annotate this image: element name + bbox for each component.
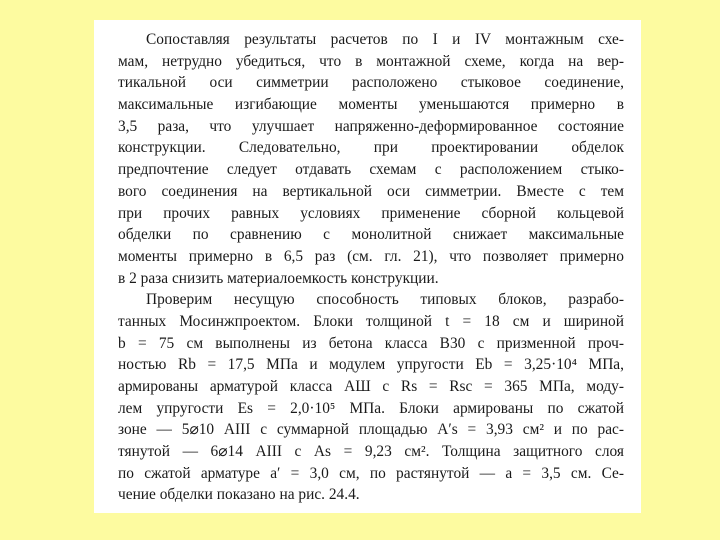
paragraph-1-line-2: мам, нетрудно убедиться, что в монтажной схеме, когда на вер- — [118, 52, 624, 70]
paragraph-2-line-5: армированы арматурой класса АШ с Rs = Rsc = 365 МПа, моду- — [118, 378, 624, 395]
paragraph-1-line-1: Сопоставляя результаты расчетов по I и IV монтажным схе- — [146, 31, 624, 48]
paragraph-1-line-5: 3,5 раза, что улучшает напряженно-деформированное состояние — [118, 117, 624, 135]
paragraph-2-line-2: танных Мосинжпроектом. Блоки толщиной t = 18 см и шириной — [118, 312, 624, 330]
paragraph-2-line-9: по сжатой арматуре a′ = 3,0 см, по растянутой — a = 3,5 см. Се- — [118, 464, 624, 482]
paragraph-1-line-3: тикальной оси симметрии расположено стыковое соединение, — [118, 74, 624, 92]
paragraph-1-line-6: конструкции. Следовательно, при проектировании обделок — [118, 139, 624, 157]
document-text — [118, 29, 624, 506]
paragraph-2-line-1: Проверим несущую способность типовых блоков, разрабо- — [146, 291, 624, 309]
paragraph-2-line-6: лем упругости Es = 2,0·10⁵ МПа. Блоки армированы по сжатой — [118, 399, 624, 417]
paragraph-1-line-11: моменты примерно в 6,5 раз (см. гл. 21), что позволяет примерно — [118, 247, 624, 265]
paragraph-2-line-3: b = 75 см выполнены из бетона класса В30 с призменной проч- — [118, 334, 624, 352]
paragraph-1-line-7: предпочтение следует отдавать схемам с расположением стыко- — [118, 161, 624, 179]
paragraph-1-line-8: вого соединения на вертикальной оси симметрии. Вместе с тем — [118, 182, 624, 200]
paragraph-1-line-12: в 2 раза снизить материалоемкость конструкции. — [118, 269, 439, 287]
paragraph-1-line-4: максимальные изгибающие моменты уменьшаются примерно в — [118, 96, 624, 114]
paragraph-2-line-4: ностью Rb = 17,5 МПа и модулем упругости Eb = 3,25·10⁴ МПа, — [118, 356, 624, 374]
paragraph-1-line-9: при прочих равных условиях применение сборной кольцевой — [118, 204, 624, 222]
paragraph-2-line-8: тянутой — 6⌀14 АIII с As = 9,23 см². Толщина защитного слоя — [118, 443, 624, 461]
document-page — [94, 20, 641, 513]
paragraph-1-line-10: обделки по сравнению с монолитной снижает максимальные — [118, 226, 624, 244]
paragraph-2-line-7: зоне — 5⌀10 АIII с суммарной площадью A′s = 3,93 см² и по рас- — [118, 421, 624, 439]
paragraph-2-line-10: чение обделки показано на рис. 24.4. — [118, 486, 360, 504]
